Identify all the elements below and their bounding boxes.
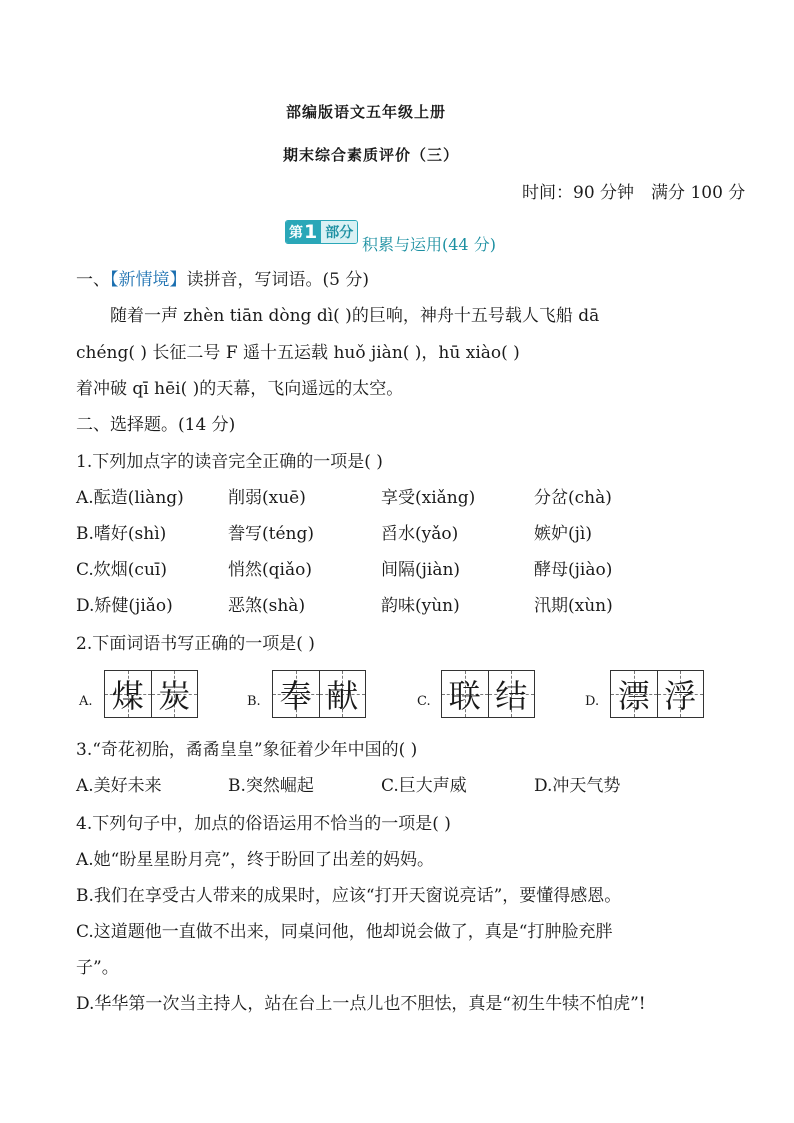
tianzige-cell: 结 (488, 671, 535, 717)
tianzige-cell: 联 (442, 671, 488, 717)
q1-line-2: chéng( ) 长征二号 F 遥十五运载 huǒ jiàn( )，hū xiào( ) (76, 343, 520, 363)
q2-1-option-cell: C.炊烟(cuī) (76, 560, 167, 580)
tianzige-cell: 炭 (151, 671, 198, 717)
doc-subtitle: 期末综合素质评价（三） (283, 146, 460, 164)
q2-1-option-cell: 享受(xiǎng) (381, 488, 476, 508)
q1-line-1: 随着一声 zhèn tiān dòng dì( )的巨响，神舟十五号载人飞船 dā (110, 306, 600, 326)
q2-2-option-letter: D. (585, 694, 600, 709)
tianzige-box (610, 670, 704, 718)
section-title: 积累与运用(44 分) (362, 235, 496, 254)
q2-4-option-d: D.华华第一次当主持人，站在台上一点儿也不胆怯，真是“初生牛犊不怕虎”! (76, 994, 646, 1014)
q2-3-option: C.巨大声威 (381, 776, 467, 796)
q2-2-option-letter: C. (417, 694, 431, 709)
q2-1-option-cell: 韵味(yùn) (381, 596, 460, 616)
q2-2-question: 2.下面词语书写正确的一项是( ) (76, 634, 315, 654)
q2-1-option-cell: 誊写(téng) (228, 524, 314, 544)
q2-1-option-cell: 嫉妒(jì) (534, 524, 592, 544)
q2-1-option-cell: D.矫健(jiǎo) (76, 596, 173, 616)
q2-4-option-a: A.她“盼星星盼月亮”，终于盼回了出差的妈妈。 (76, 850, 435, 870)
q2-2-option-letter: B. (247, 694, 261, 709)
q2-3-question: 3.“奇花初胎，矞矞皇皇”象征着少年中国的( ) (76, 740, 418, 760)
q2-1-option-cell: 恶煞(shà) (228, 596, 306, 616)
tianzige-cell: 献 (319, 671, 366, 717)
q2-3-option: B.突然崛起 (228, 776, 314, 796)
q1-line-3: 着冲破 qī hēi( )的天幕，飞向遥远的太空。 (76, 379, 404, 399)
q2-1-question: 1.下列加点字的读音完全正确的一项是( ) (76, 452, 383, 472)
q2-label: 二、选择题。(14 分) (76, 415, 236, 435)
doc-title: 部编版语文五年级上册 (286, 103, 447, 121)
q2-4-option-c-cont: 子”。 (76, 958, 119, 978)
q2-1-option-cell: 酵母(jiào) (534, 560, 613, 580)
q2-1-option-cell: 间隔(jiàn) (381, 560, 461, 580)
q2-3-option: D.冲天气势 (534, 776, 621, 796)
q2-1-option-cell: 汛期(xùn) (534, 596, 613, 616)
q1-label: 一、【新情境】读拼音，写词语。(5 分) (76, 270, 369, 290)
q2-4-question: 4.下列句子中，加点的俗语运用不恰当的一项是( ) (76, 814, 451, 834)
tianzige-cell: 奉 (273, 671, 319, 717)
q2-1-option-cell: 舀水(yǎo) (381, 524, 459, 544)
q2-3-option: A.美好未来 (76, 776, 162, 796)
tianzige-cell: 煤 (105, 671, 151, 717)
q2-1-option-cell: 削弱(xuē) (228, 488, 306, 508)
tianzige-box (272, 670, 366, 718)
q2-1-option-cell: B.嗜好(shì) (76, 524, 167, 544)
q2-2-option-letter: A. (79, 694, 93, 709)
exam-meta: 时间：90 分钟 满分 100 分 (522, 183, 746, 203)
q2-4-option-c: C.这道题他一直做不出来，同桌问他，他却说会做了，真是“打肿脸充胖 (76, 922, 613, 942)
q2-1-option-cell: 悄然(qiǎo) (228, 560, 312, 580)
tianzige-cell: 浮 (657, 671, 704, 717)
tianzige-cell: 漂 (611, 671, 657, 717)
q2-1-option-cell: 分岔(chà) (534, 488, 612, 508)
scenario-tag: 【新情境】 (110, 270, 187, 290)
q2-1-option-cell: A.酝造(liàng) (76, 488, 184, 508)
q2-4-option-b: B.我们在享受古人带来的成果时，应该“打开天窗说亮话”，要懂得感恩。 (76, 886, 622, 906)
tianzige-box (441, 670, 535, 718)
section-badge: 第 1 部分 (285, 220, 358, 244)
tianzige-box (104, 670, 198, 718)
